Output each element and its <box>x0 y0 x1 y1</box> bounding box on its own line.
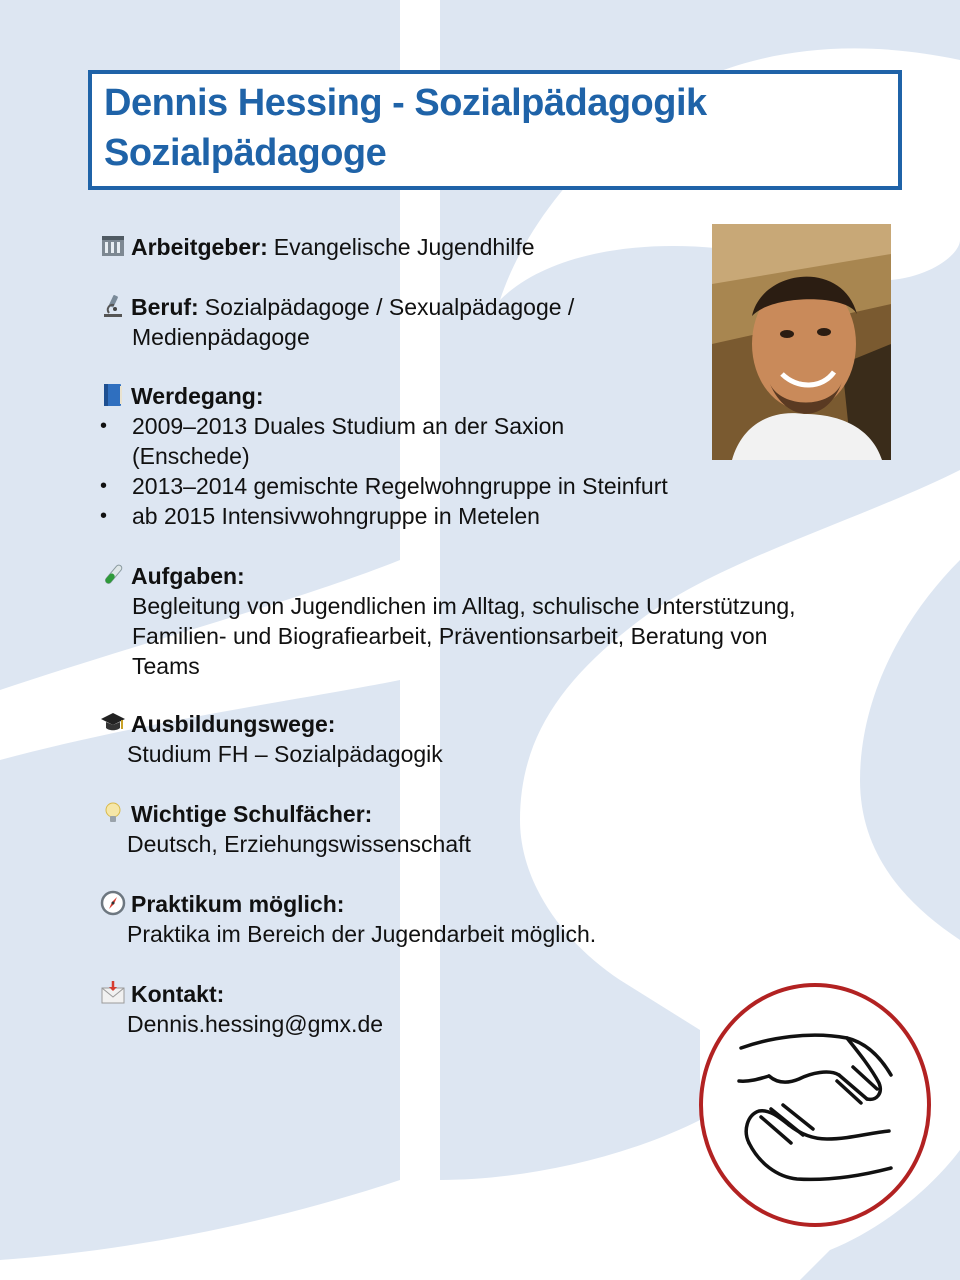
light-bulb-icon <box>100 800 126 826</box>
internship-value: Praktika im Bereich der Jugendarbeit möglich. <box>127 921 597 947</box>
education-value: Studium FH – Sozialpädagogik <box>127 741 443 767</box>
graduation-cap-icon <box>100 710 126 736</box>
section-career <box>100 381 668 531</box>
section-tasks <box>100 561 796 681</box>
profile-photo <box>712 224 891 460</box>
book-icon <box>100 382 126 408</box>
subjects-value: Deutsch, Erziehungswissenschaft <box>127 831 471 857</box>
education-label: Ausbildungswege: <box>131 711 336 737</box>
profession-value: Sozialpädagoge / Sexualpädagoge / <box>204 294 575 320</box>
employer-label: Arbeitgeber: <box>131 234 268 260</box>
tasks-text-line3: Teams <box>132 653 200 679</box>
career-item-text-continued: (Enschede) <box>132 443 250 469</box>
career-label: Werdegang: <box>131 383 264 409</box>
career-item-text: • ab 2015 Intensivwohngruppe in Metelen <box>132 503 540 529</box>
subjects-label: Wichtige Schulfächer: <box>131 801 373 827</box>
section-subjects <box>100 799 471 859</box>
contact-email[interactable]: Dennis.hessing@gmx.de <box>127 1011 384 1037</box>
tasks-text-line1: Begleitung von Jugendlichen im Alltag, schulische Unterstützung, <box>132 593 796 619</box>
compass-icon <box>100 890 126 916</box>
career-item-text: • 2009–2013 Duales Studium an der Saxion <box>132 413 565 439</box>
list-item <box>100 501 668 531</box>
test-tube-icon <box>100 562 126 588</box>
profession-label: Beruf: <box>131 294 199 320</box>
title-box <box>88 70 902 190</box>
profession-value-continued: Medienpädagoge <box>132 324 310 350</box>
microscope-icon <box>100 293 126 319</box>
contact-label: Kontakt: <box>131 981 225 1007</box>
building-icon <box>100 233 126 259</box>
section-internship <box>100 889 596 949</box>
career-item-text: • 2013–2014 gemischte Regelwohngruppe in Steinfurt <box>132 473 668 499</box>
section-contact <box>100 979 383 1039</box>
envelope-icon <box>100 980 126 1006</box>
section-employer <box>100 232 535 262</box>
page-title: Dennis Hessing - Sozialpädagogik <box>104 82 707 124</box>
employer-value: Evangelische Jugendhilfe <box>273 234 535 260</box>
career-list <box>100 411 668 531</box>
page-subtitle: Sozialpädagoge <box>104 132 387 174</box>
list-item <box>100 471 668 501</box>
internship-label: Praktikum möglich: <box>131 891 345 917</box>
caring-hands-logo <box>699 983 931 1227</box>
tasks-label: Aufgaben: <box>131 563 245 589</box>
list-item <box>100 411 668 471</box>
tasks-text-line2: Familien- und Biografiearbeit, Präventionsarbeit, Beratung von <box>132 623 768 649</box>
section-education <box>100 709 443 769</box>
section-profession <box>100 292 574 352</box>
